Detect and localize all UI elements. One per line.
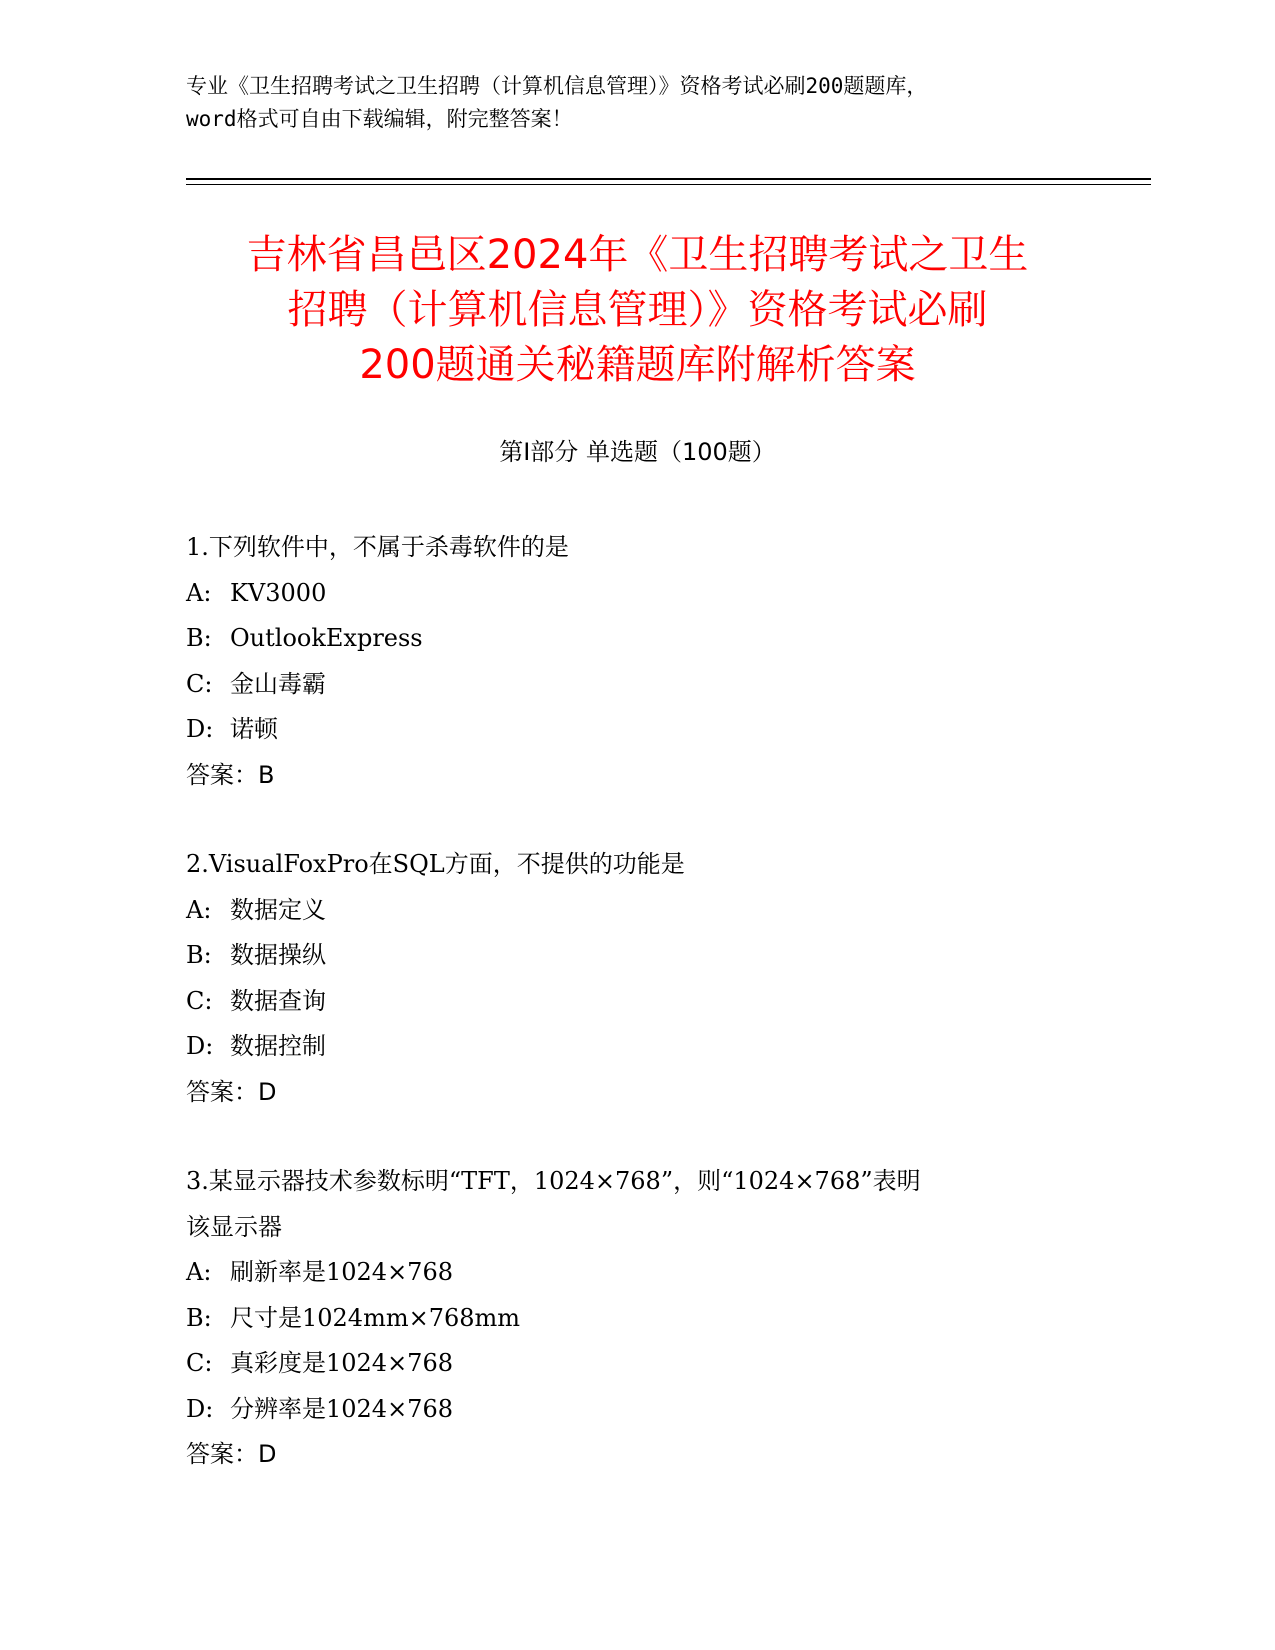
option-letter: A: <box>186 578 212 607</box>
option-text: 分辨率是1024×768 <box>230 1394 453 1423</box>
question-stem-continued: 该显示器 <box>186 1212 282 1241</box>
question <box>186 842 1106 1115</box>
question <box>186 1159 1106 1478</box>
option-letter: B: <box>186 624 212 652</box>
header-divider-thin <box>186 184 1151 185</box>
option <box>186 616 1106 662</box>
header-divider <box>186 178 1151 180</box>
answer-line: 答案：B <box>186 760 275 789</box>
option-text: 诺顿 <box>230 715 278 743</box>
option <box>186 1250 1106 1296</box>
header-note-line-2: word格式可自由下载编辑，附完整答案！ <box>186 107 573 131</box>
option-text: KV3000 <box>230 578 327 607</box>
option-text: 数据查询 <box>230 986 326 1015</box>
header-note <box>186 70 1086 136</box>
question-list <box>186 525 1106 1522</box>
header-note-line-1: 专业《卫生招聘考试之卫生招聘（计算机信息管理）》资格考试必刷200题题库， <box>186 74 928 98</box>
option <box>186 571 1106 617</box>
question <box>186 525 1106 798</box>
question-stem: 3.某显示器技术参数标明“TFT，1024×768”，则“1024×768”表明 <box>186 1167 921 1195</box>
option <box>186 707 1106 753</box>
option-letter: C: <box>186 669 213 698</box>
option-letter: D: <box>186 715 214 743</box>
section-title: 第Ⅰ部分 单选题（100题） <box>499 438 776 466</box>
option <box>186 888 1106 934</box>
option-text: 数据操纵 <box>230 941 326 969</box>
option-text: 金山毒霸 <box>230 669 326 698</box>
option-text: 数据定义 <box>230 895 326 924</box>
option-letter: A: <box>186 1258 212 1286</box>
page-title-line-1: 吉林省昌邑区2024年《卫生招聘考试之卫生 <box>246 232 1029 278</box>
option-text: 数据控制 <box>230 1032 326 1060</box>
option-text: 刷新率是1024×768 <box>230 1258 453 1286</box>
option <box>186 1296 1106 1342</box>
option <box>186 979 1106 1025</box>
option <box>186 1024 1106 1070</box>
option-letter: B: <box>186 1303 212 1332</box>
option-letter: A: <box>186 895 212 924</box>
option <box>186 1341 1106 1387</box>
page-title-line-3: 200题通关秘籍题库附解析答案 <box>359 342 916 388</box>
option <box>186 1387 1106 1433</box>
option <box>186 933 1106 979</box>
option-letter: D: <box>186 1394 214 1423</box>
option-letter: C: <box>186 986 213 1015</box>
option-letter: B: <box>186 941 212 969</box>
question-stem: 1.下列软件中，不属于杀毒软件的是 <box>186 533 569 561</box>
option-text: 尺寸是1024mm×768mm <box>230 1303 521 1332</box>
page-title-line-2: 招聘（计算机信息管理）》资格考试必刷 <box>287 287 988 333</box>
page-title <box>150 228 1125 393</box>
question-stem: 2.VisualFoxPro在SQL方面，不提供的功能是 <box>186 850 685 878</box>
answer-line: 答案：D <box>186 1077 277 1106</box>
option-letter: C: <box>186 1349 213 1377</box>
option-text: 真彩度是1024×768 <box>230 1349 453 1377</box>
option-letter: D: <box>186 1032 214 1060</box>
option-text: OutlookExpress <box>230 624 423 652</box>
option <box>186 662 1106 708</box>
answer-line: 答案：D <box>186 1440 277 1468</box>
